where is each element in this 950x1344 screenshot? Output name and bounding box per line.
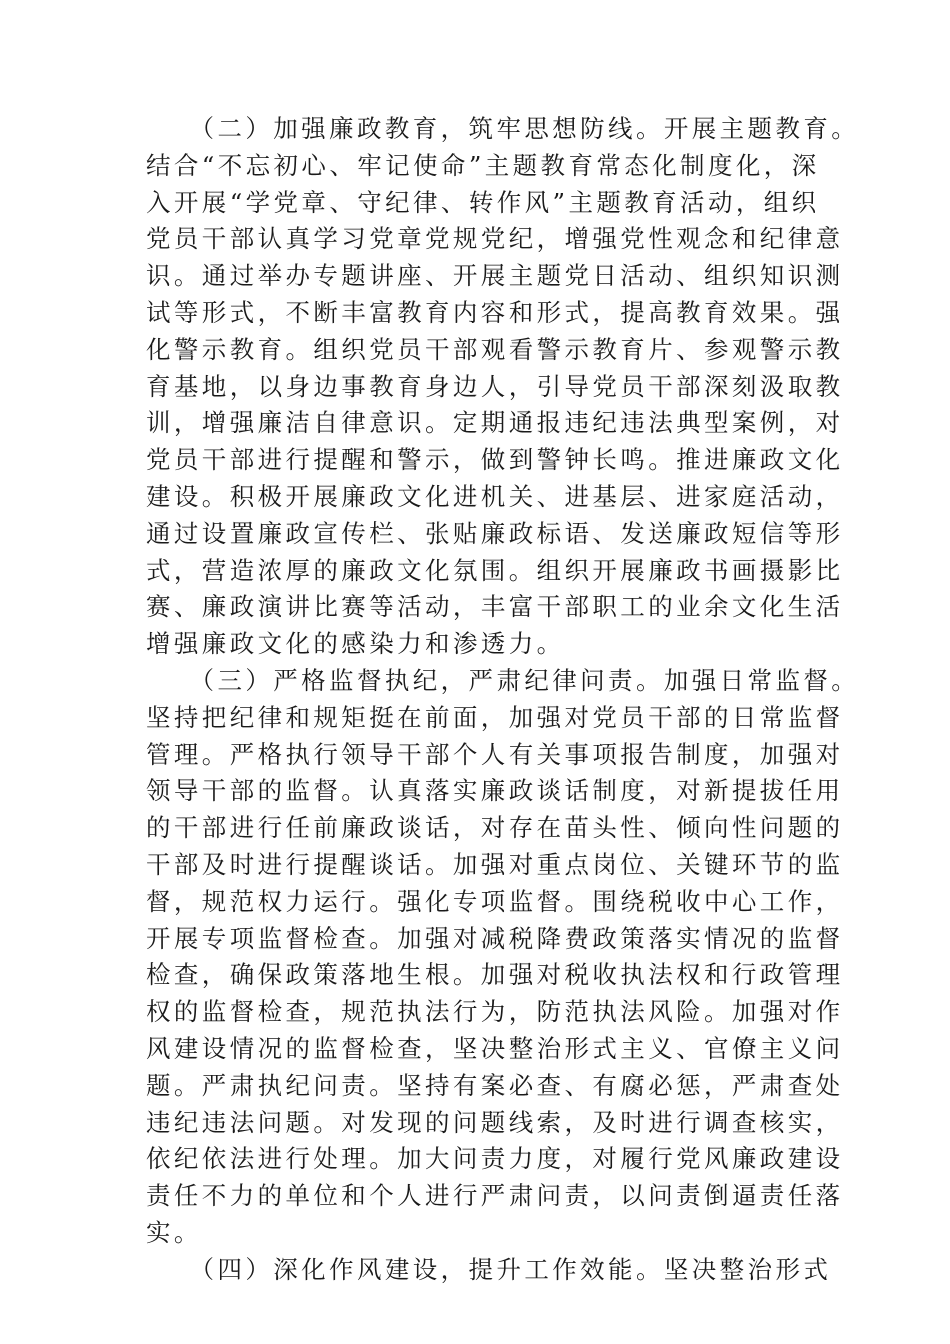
text-line: 建设。积极开展廉政文化进机关、进基层、进家庭活动，	[146, 481, 844, 511]
text-line: 题。严肃执纪问责。坚持有案必查、有腐必惩，严肃查处	[146, 1070, 844, 1100]
text-line: 党员干部认真学习党章党规党纪，增强党性观念和纪律意	[146, 224, 844, 254]
text-line: 党员干部进行提醒和警示，做到警钟长鸣。推进廉政文化	[146, 445, 844, 475]
text-line: 管理。严格执行领导干部个人有关事项报告制度，加强对	[146, 739, 844, 769]
body-text	[146, 111, 860, 1289]
text-line: 责任不力的单位和个人进行严肃问责，以问责倒逼责任落	[146, 1181, 844, 1211]
text-line: 的干部进行任前廉政谈话，对存在苗头性、倾向性问题的	[146, 813, 844, 843]
text-line: 育基地，以身边事教育身边人，引导党员干部深刻汲取教	[146, 371, 844, 401]
text-line: 风建设情况的监督检查，坚决整治形式主义、官僚主义问	[146, 1033, 844, 1063]
text-line: 通过设置廉政宣传栏、张贴廉政标语、发送廉政短信等形	[146, 518, 844, 548]
text-line: 训，增强廉洁自律意识。定期通报违纪违法典型案例，对	[146, 408, 844, 438]
text-line: 赛、廉政演讲比赛等活动，丰富干部职工的业余文化生活	[146, 592, 844, 622]
text-line: 式，营造浓厚的廉政文化氛围。组织开展廉政书画摄影比	[146, 555, 844, 585]
text-line: 识。通过举办专题讲座、开展主题党日活动、组织知识测	[146, 261, 844, 291]
text-line: 干部及时进行提醒谈话。加强对重点岗位、关键环节的监	[146, 849, 844, 879]
text-line: 权的监督检查，规范执法行为，防范执法风险。加强对作	[146, 997, 844, 1027]
text-line: 增强廉政文化的感染力和渗透力。	[146, 629, 565, 659]
text-line: 违纪违法问题。对发现的问题线索，及时进行调查核实，	[146, 1107, 844, 1137]
text-line: 化警示教育。组织党员干部观看警示教育片、参观警示教	[146, 334, 844, 364]
text-line: 试等形式，不断丰富教育内容和形式，提高教育效果。强	[146, 297, 844, 327]
text-line: 开展专项监督检查。加强对减税降费政策落实情况的监督	[146, 923, 844, 953]
text-line: 督，规范权力运行。强化专项监督。围绕税收中心工作，	[146, 886, 844, 916]
text-line: （二）加强廉政教育，筑牢思想防线。开展主题教育。	[146, 114, 860, 143]
text-line: 入开展“学党章、守纪律、转作风”主题教育活动，组织	[146, 187, 820, 217]
text-line: （四）深化作风建设，提升工作效能。坚决整治形式	[146, 1254, 832, 1284]
text-line: 实。	[146, 1217, 202, 1247]
text-line: 领导干部的监督。认真落实廉政谈话制度，对新提拔任用	[146, 776, 844, 806]
text-line: 坚持把纪律和规矩挺在前面，加强对党员干部的日常监督	[146, 702, 844, 732]
text-line: 检查，确保政策落地生根。加强对税收执法权和行政管理	[146, 960, 844, 990]
text-line: 结合“不忘初心、牢记使命”主题教育常态化制度化，深	[146, 150, 820, 180]
text-line: （三）严格监督执纪，严肃纪律问责。加强日常监督。	[146, 665, 860, 695]
text-line: 依纪依法进行处理。加大问责力度，对履行党风廉政建设	[146, 1144, 844, 1174]
